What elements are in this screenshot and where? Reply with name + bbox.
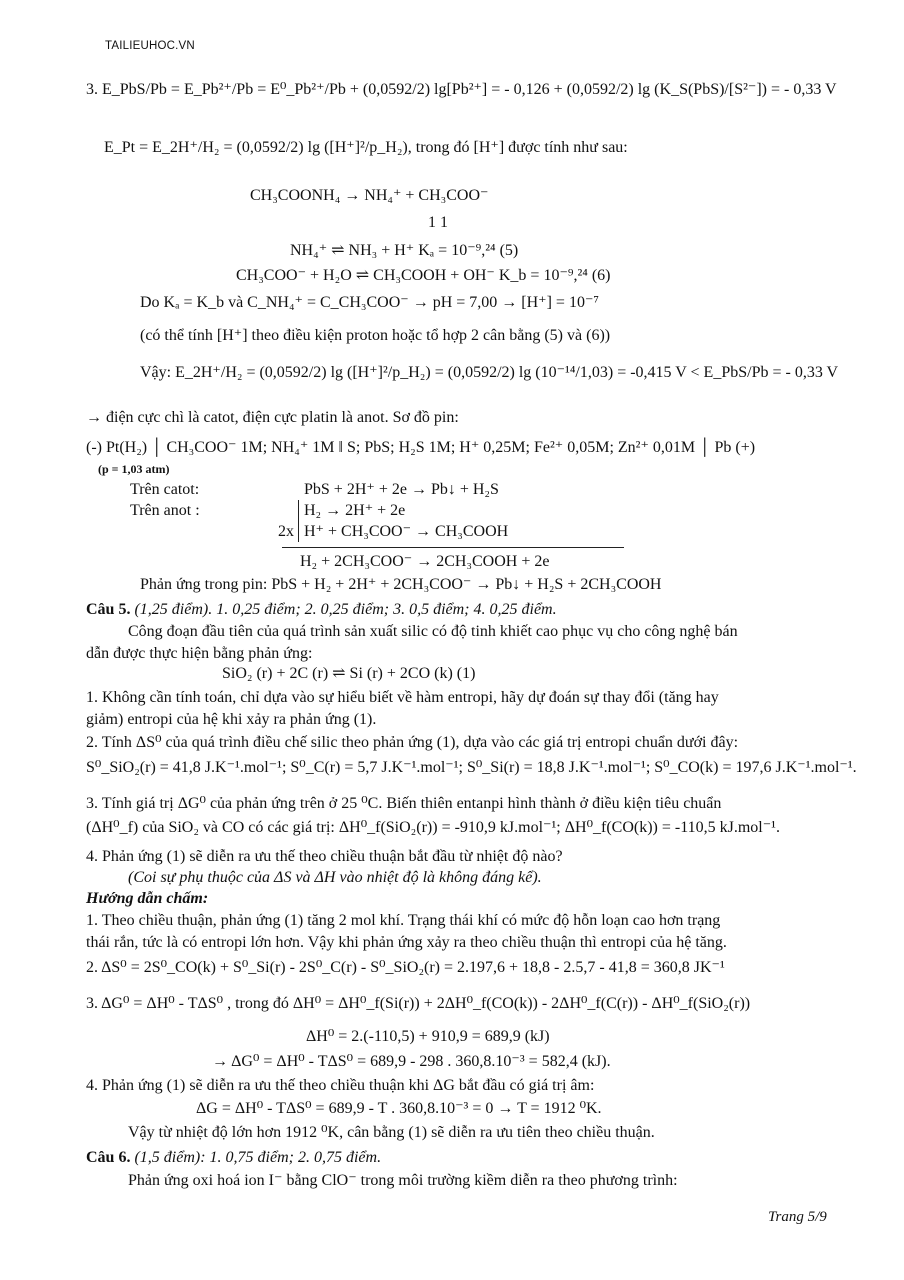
answer-3: 3. ΔG⁰ = ΔH⁰ - TΔS⁰ , trong đó ΔH⁰ = ΔH⁰_f(Si(r)) + 2ΔH⁰_f(CO(k)) - 2ΔH⁰_f(C(r)) - ΔH⁰_f(SiO₂(r)) <box>86 995 751 1012</box>
label-anot: Trên anot : <box>130 502 200 519</box>
question-2: 2. Tính ΔS⁰ của quá trình điều chế silic theo phản ứng (1), dựa vào các giá trị entropi chuẩn dưới đây: <box>86 734 739 751</box>
answer-3-dh: ΔH⁰ = 2.(-110,5) + 910,9 = 689,9 (kJ) <box>306 1028 550 1045</box>
heading-cau-5: Câu 5. (1,25 điểm). 1. 0,25 điểm; 2. 0,25 điểm; 3. 0,5 điểm; 4. 0,25 điểm. <box>86 601 557 618</box>
line-conclusion: → điện cực chì là catot, điện cực platin là anot. Sơ đồ pin: <box>86 409 459 426</box>
line-cell-reaction: Phản ứng trong pin: PbS + H₂ + 2H⁺ + 2CH₃COO⁻ → Pb↓ + H₂S + 2CH₃COOH <box>140 576 662 593</box>
heading-huong-dan: Hướng dẫn chấm: <box>86 890 209 907</box>
question-1b: giảm) entropi của hệ khi xảy ra phản ứng (1). <box>86 711 377 728</box>
page-number: Trang 5/9 <box>768 1209 827 1225</box>
para-intro-2: dẫn được thực hiện bằng phản ứng: <box>86 645 313 662</box>
question-4: 4. Phản ứng (1) sẽ diễn ra ưu thế theo chiều thuận bắt đầu từ nhiệt độ nào? <box>86 848 563 865</box>
heading-cau-6: Câu 6. (1,5 điểm): 1. 0,75 điểm; 2. 0,75 điểm. <box>86 1149 382 1166</box>
question-1a: 1. Không cần tính toán, chỉ dựa vào sự hiểu biết về hàm entropi, hãy dự đoán sự thay đổi (tăng hay <box>86 689 719 706</box>
site-header: TAILIEUHOC.VN <box>105 40 195 52</box>
line-eq5: NH₄⁺ ⇌ NH₃ + H⁺ Kₐ = 10⁻⁹,²⁴ (5) <box>290 242 519 259</box>
answer-4-calc: ΔG = ΔH⁰ - TΔS⁰ = 689,9 - T . 360,8.10⁻³ = 0 → T = 1912 ⁰K. <box>196 1100 602 1117</box>
para-intro-1: Công đoạn đầu tiên của quá trình sản xuất silic có độ tinh khiết cao phục vụ cho công nghệ bán <box>128 623 738 640</box>
reaction-anot-sum: H₂ + 2CH₃COO⁻ → 2CH₃COOH + 2e <box>300 553 550 570</box>
line-note: (có thể tính [H⁺] theo điều kiện proton hoặc tổ hợp 2 cân bằng (5) và (6)) <box>140 327 611 344</box>
para-cau-6: Phản ứng oxi hoá ion I⁻ bằng ClO⁻ trong môi trường kiềm diễn ra theo phương trình: <box>128 1172 678 1189</box>
reaction-anot-2: H⁺ + CH₃COO⁻ → CH₃COOH <box>304 523 509 540</box>
bracket-bar <box>298 500 299 542</box>
answer-1b: thái rắn, tức là có entropi lớn hơn. Vậy khi phản ứng xảy ra theo chiều thuận thì entropi của hệ tăng. <box>86 934 727 951</box>
line-e-pbs-pb: 3. E_PbS/Pb = E_Pb²⁺/Pb = E⁰_Pb²⁺/Pb + (0,0592/2) lg[Pb²⁺] = - 0,126 + (0,0592/2) lg (K_S(PbS)/[S²⁻]) = - 0,33 V <box>86 81 837 98</box>
line-vay: Vậy: E_2H⁺/H₂ = (0,0592/2) lg ([H⁺]²/p_H₂) = (0,0592/2) lg (10⁻¹⁴/1,03) = -0,415 V < E_PbS/Pb = - 0,33 V <box>140 364 839 381</box>
answer-4-conclusion: Vậy từ nhiệt độ lớn hơn 1912 ⁰K, cân bằng (1) sẽ diễn ra ưu tiên theo chiều thuận. <box>128 1124 655 1141</box>
line-eq6: CH₃COO⁻ + H₂O ⇌ CH₃COOH + OH⁻ K_b = 10⁻⁹,²⁴ (6) <box>236 267 611 284</box>
answer-2: 2. ΔS⁰ = 2S⁰_CO(k) + S⁰_Si(r) - 2S⁰_C(r) - S⁰_SiO₂(r) = 2.197,6 + 18,8 - 2.5,7 - 41,8 = 360,8 JK⁻¹ <box>86 959 725 976</box>
line-cell-diagram: (-) Pt(H₂) │ CH₃COO⁻ 1M; NH₄⁺ 1M ‖ S; PbS; H₂S 1M; H⁺ 0,25M; Fe²⁺ 0,05M; Zn²⁺ 0,01M │ Pb (+) <box>86 439 756 456</box>
question-3a: 3. Tính giá trị ΔG⁰ của phản ứng trên ở 25 ⁰C. Biến thiên entanpi hình thành ở điều kiện tiêu chuẩn <box>86 795 722 812</box>
label-catot: Trên catot: <box>130 481 200 498</box>
label-2x: 2x <box>278 523 294 540</box>
sum-rule <box>282 547 624 548</box>
entropy-values: S⁰_SiO₂(r) = 41,8 J.K⁻¹.mol⁻¹; S⁰_C(r) = 5,7 J.K⁻¹.mol⁻¹; S⁰_Si(r) = 18,8 J.K⁻¹.mol⁻¹; S⁰_CO(k) = 197,6 J.K⁻¹.mol⁻¹. <box>86 759 857 776</box>
answer-3-dg: → ΔG⁰ = ΔH⁰ - TΔS⁰ = 689,9 - 298 . 360,8.10⁻³ = 582,4 (kJ). <box>212 1053 611 1070</box>
line-stoich: 1 1 <box>428 214 448 231</box>
line-dissociation: CH₃COONH₄ → NH₄⁺ + CH₃COO⁻ <box>250 187 489 204</box>
answer-1a: 1. Theo chiều thuận, phản ứng (1) tăng 2 mol khí. Trạng thái khí có mức độ hỗn loạn cao hơn trạng <box>86 912 721 929</box>
line-pressure: (p = 1,03 atm) <box>98 462 170 476</box>
question-3b: (ΔH⁰_f) của SiO₂ và CO có các giá trị: ΔH⁰_f(SiO₂(r)) = -910,9 kJ.mol⁻¹; ΔH⁰_f(CO(k)) = -110,5 kJ.mol⁻¹. <box>86 819 780 836</box>
reaction-1: SiO₂ (r) + 2C (r) ⇌ Si (r) + 2CO (k) (1) <box>222 665 476 682</box>
reaction-anot-1: H₂ → 2H⁺ + 2e <box>304 502 406 519</box>
line-ph: Do Kₐ = K_b và C_NH₄⁺ = C_CH₃COO⁻ → pH = 7,00 → [H⁺] = 10⁻⁷ <box>140 294 599 311</box>
answer-4: 4. Phản ứng (1) sẽ diễn ra ưu thế theo chiều thuận khi ΔG bắt đầu có giá trị âm: <box>86 1077 595 1094</box>
line-e-pt: E_Pt = E_2H⁺/H₂ = (0,0592/2) lg ([H⁺]²/p_H₂), trong đó [H⁺] được tính như sau: <box>104 139 628 156</box>
question-4-note: (Coi sự phụ thuộc của ΔS và ΔH vào nhiệt độ là không đáng kể). <box>128 869 542 886</box>
reaction-catot: PbS + 2H⁺ + 2e → Pb↓ + H₂S <box>304 481 499 498</box>
